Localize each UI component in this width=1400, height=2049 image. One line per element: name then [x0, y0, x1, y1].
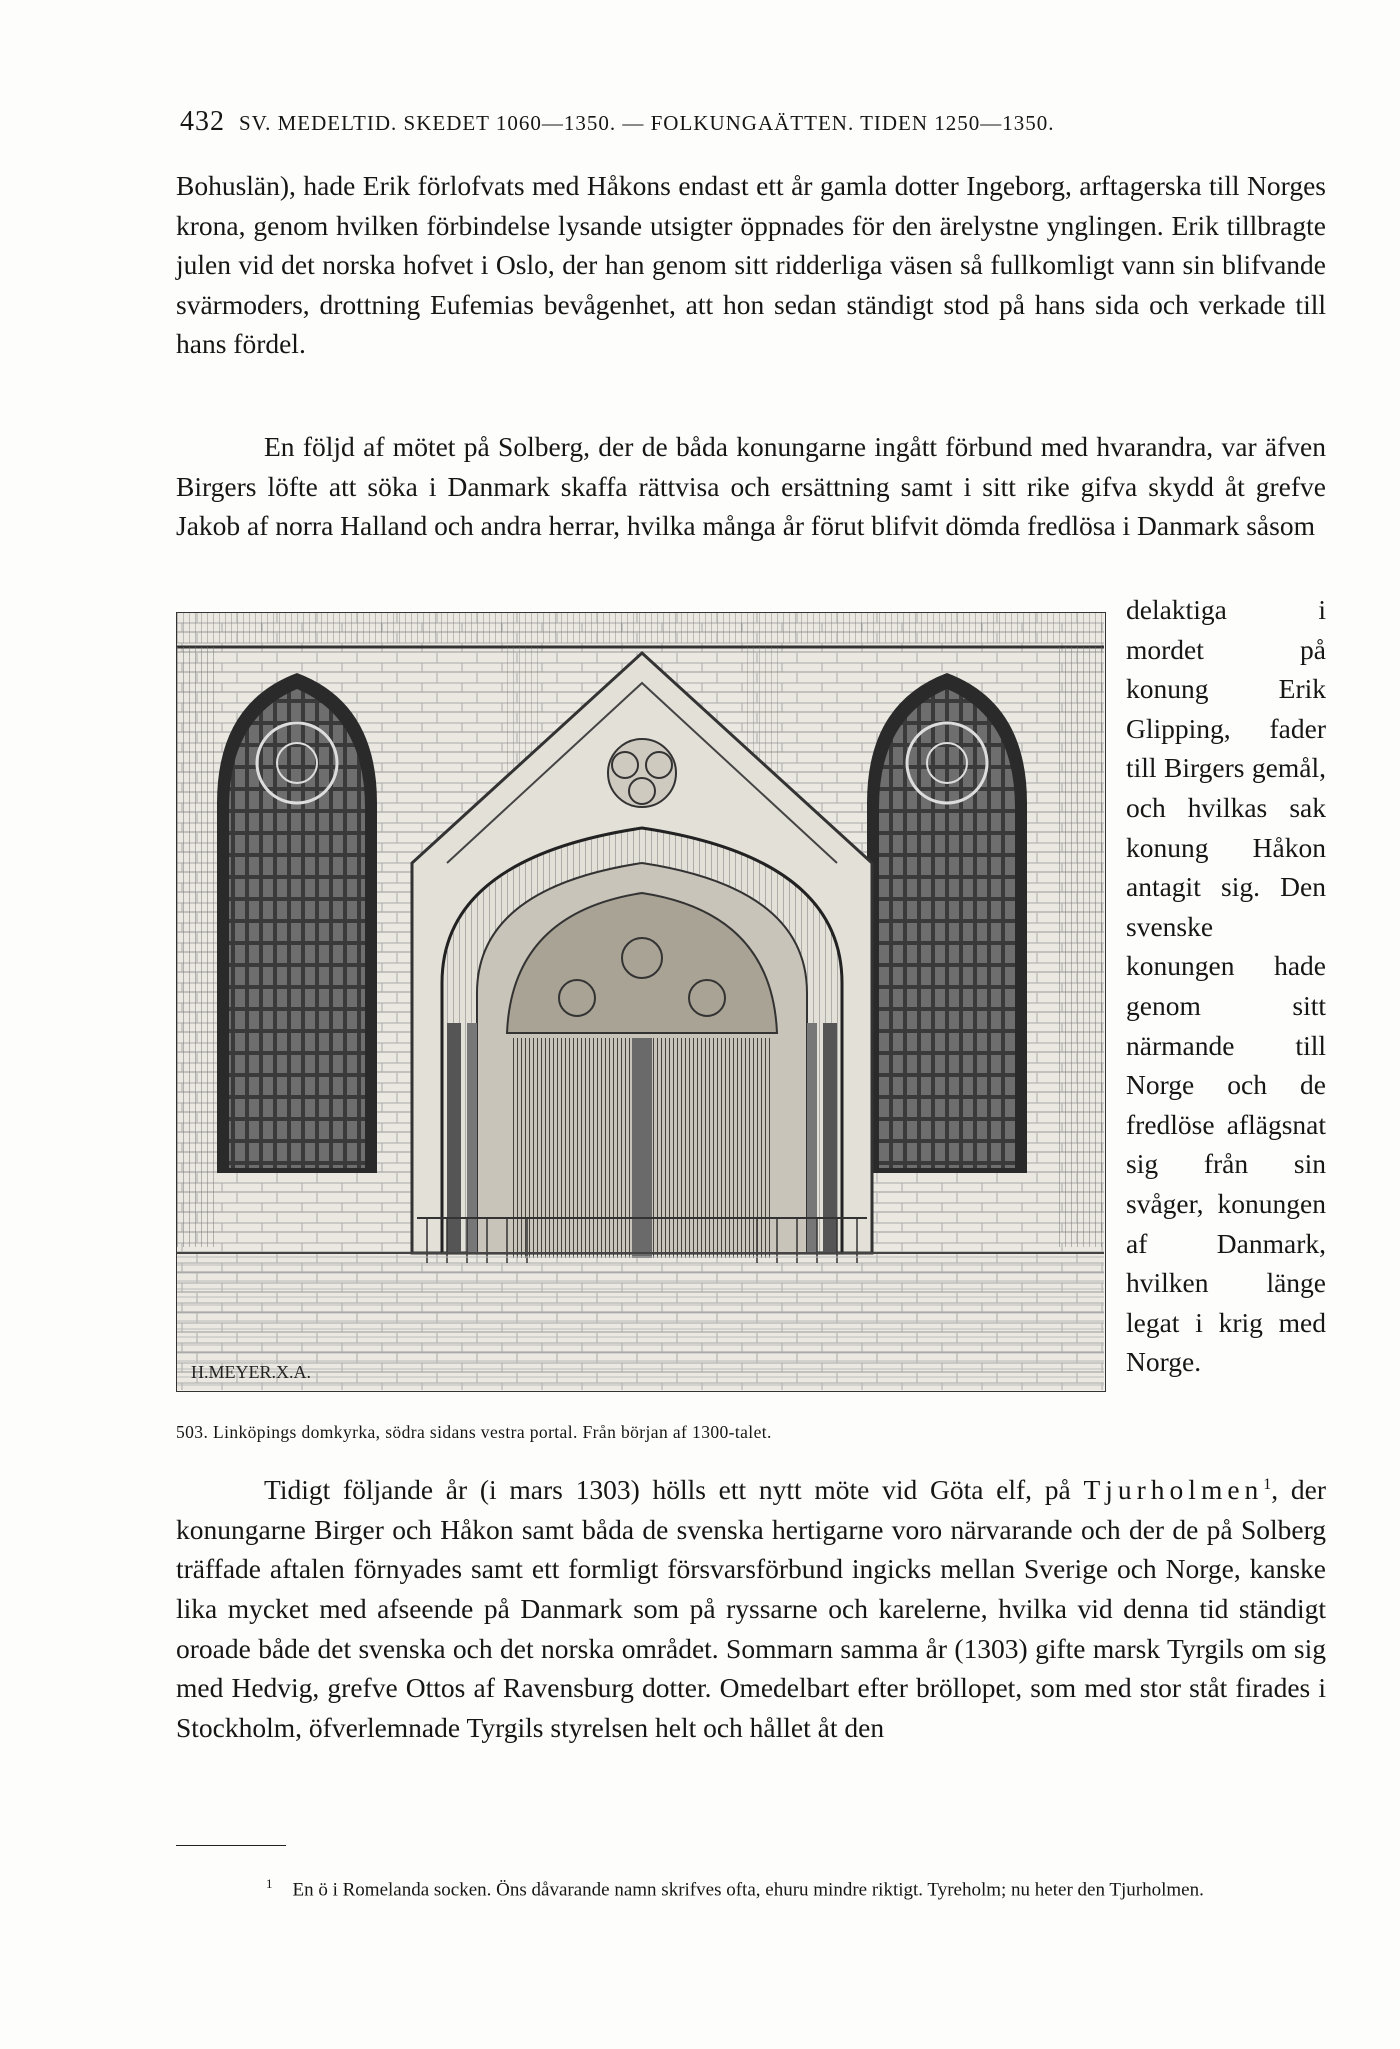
cathedral-portal-engraving — [176, 612, 1106, 1392]
running-head — [180, 106, 1340, 138]
page-number: 432 — [180, 106, 225, 137]
place-name: Tjurholmen — [1083, 1474, 1264, 1506]
figure-caption: 503. Linköpings domkyrka, södra sidans vestra portal. Från början af 1300-talet. — [176, 1422, 772, 1442]
engraver-signature: H.MEYER.X.A. — [191, 1362, 311, 1382]
paragraph-3 — [176, 1465, 1326, 1747]
paragraph-3-text: , der konungarne Birger och Håkon samt båda de svenska hertigarne voro närvarande och der de på Solberg träffade aftalen förnyades samt ett formligt försvarsförbund ingicks mellan Sverige och Norge, kanske lika mycket med afseende på Danmark som på ryssarne och karelerne, hvilka vid denna tid ständigt oroade både det svenska och det norska området. Sommarn samma år (1303) gifte marsk Tyrgils om sig med Hedvig, grefve Ottos af Ravensburg dotter. Omedelbart efter bröllopet, som med stor ståt firades i Stockholm, öfverlemnade Tyrgils styrelsen helt och hållet åt den — [176, 1474, 1327, 1743]
paragraph-2-side-column: delaktiga i mordet på konung Erik Glipping, fader till Birgers gemål, och hvilkas sak konung Håkon antagit sig. Den svenske konungen hade genom sitt närmande till Norge och de fredlöse aflägsnat sig från sin svåger, konungen af Danmark, hvilken länge legat i krig med Norge. — [1126, 594, 1326, 1378]
paragraph-2 — [176, 427, 1326, 546]
footnote-mark: 1 — [266, 1876, 273, 1891]
footnote-text: En ö i Romelanda socken. Öns dåvarande namn skrifves ofta, ehuru mindre riktigt. Tyreholm; nu heter den Tjurholmen. — [292, 1879, 1204, 1901]
footnote-reference: 1 — [1263, 1476, 1272, 1493]
paragraph-3-opening: Tidigt följande år (i mars 1303) hölls ett nytt möte vid Göta elf, på — [264, 1474, 1071, 1506]
paragraph-2-text: En följd af mötet på Solberg, der de båda konungarne ingått förbund med hvarandra, var äfven Birgers löfte att söka i Danmark skaffa rättvisa och ersättning samt i sitt rike gifva skydd åt grefve Jakob af norra Halland och andra herrar, hvilka många år förut blifvit dömda fredlösa i Danmark såsom — [176, 431, 1326, 542]
paragraph-1: Bohuslän), hade Erik förlofvats med Håkons endast ett år gamla dotter Ingeborg, arftagerska till Norges krona, genom hvilken förbindelse lysande utsigter öppnades för den ärelystne ynglingen. Erik tillbragte julen vid det norska hofvet i Oslo, der han genom sitt ridderliga väsen så fullkomligt vann sin blifvande svärmoders, drottning Eufemias bevågenhet, att hon sedan ständigt stod på hans sida och verkade till hans fördel. — [176, 170, 1326, 360]
engraving-illustration — [177, 613, 1104, 1390]
footnote-rule — [176, 1845, 286, 1846]
running-title: SV. MEDELTID. SKEDET 1060—1350. — FOLKUNGAÄTTEN. TIDEN 1250—1350. — [239, 111, 1055, 135]
footnote — [176, 1868, 1326, 1906]
